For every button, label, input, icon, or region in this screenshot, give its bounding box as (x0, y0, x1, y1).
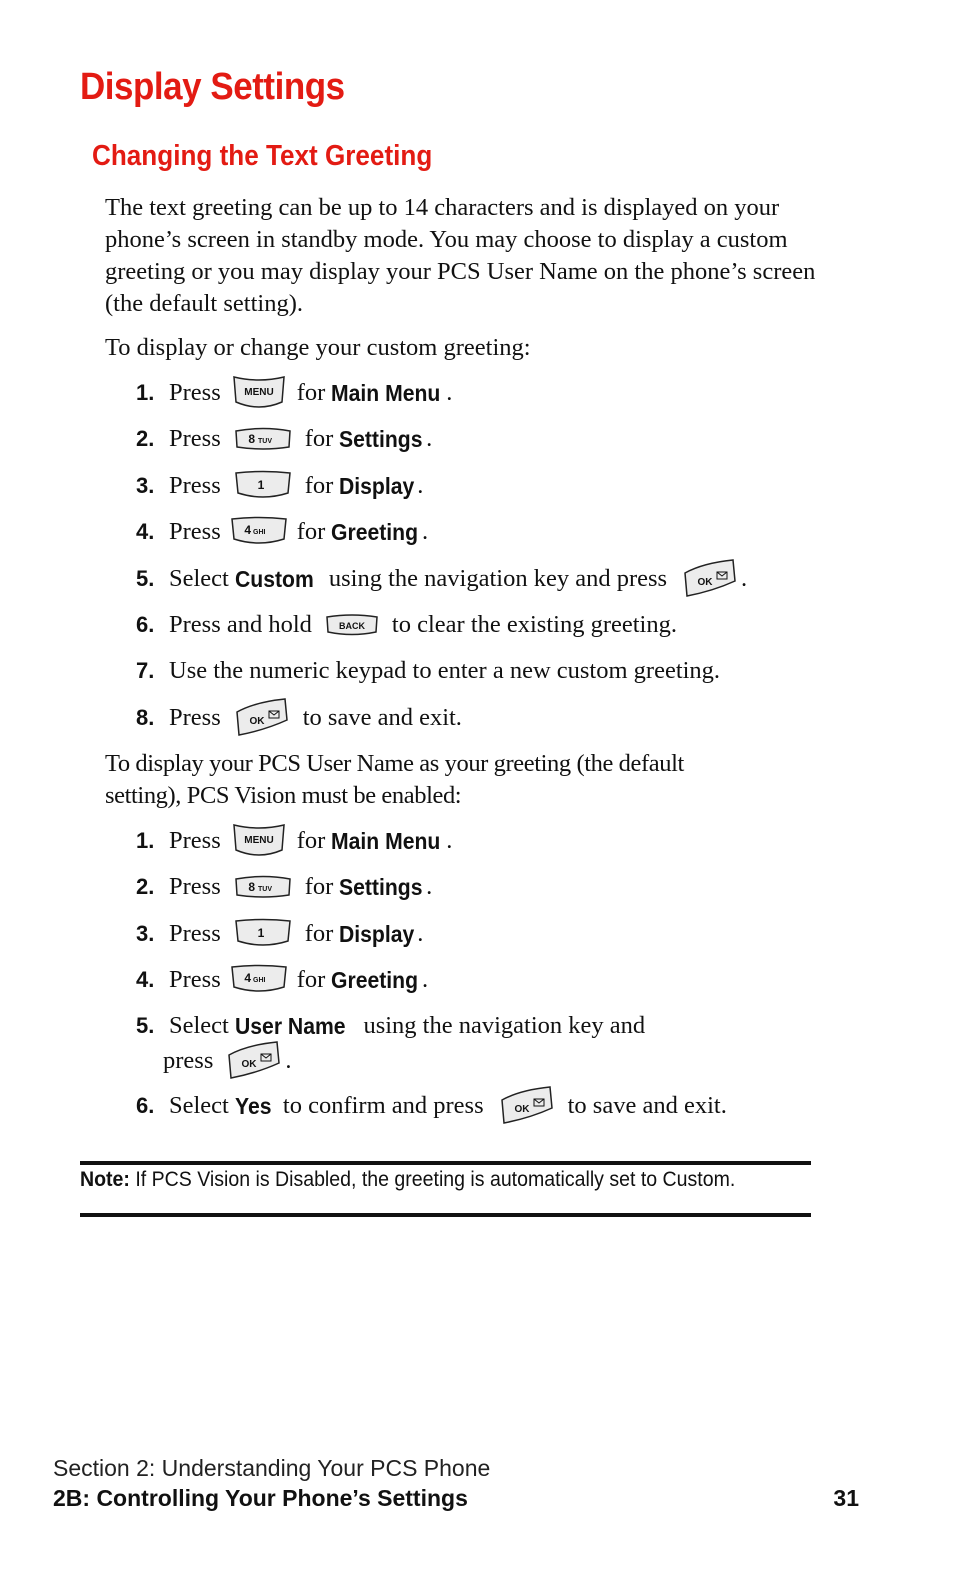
ok-key-icon (498, 1084, 556, 1128)
step-text: Use the numeric keypad to enter a new custom greeting. (169, 657, 721, 684)
step-text: using the navigation key and press (328, 565, 668, 592)
note-top-rule (80, 1161, 811, 1165)
step-for: for (304, 873, 334, 900)
four-key-digit: 4 (244, 971, 251, 985)
menu-key-icon (231, 374, 287, 412)
four-key-icon (229, 515, 289, 549)
note (80, 1168, 768, 1192)
four-key-letters: GHI (252, 529, 266, 536)
step-verb: Press (169, 920, 221, 947)
menu-key-label: MENU (244, 835, 274, 846)
custom-step-3 (136, 466, 423, 506)
step-period: . (446, 827, 453, 854)
step-verb: Press (169, 827, 221, 854)
step-target: Display (339, 472, 415, 499)
step-for: for (296, 966, 326, 993)
step-number: 2. (136, 874, 155, 899)
step-verb: Press (169, 518, 221, 545)
step-number: 8. (136, 705, 155, 730)
menu-key-icon (231, 822, 287, 860)
custom-step-5 (136, 559, 747, 599)
step-text: using the navigation key and (363, 1012, 646, 1039)
one-key-icon (233, 917, 293, 951)
username-step-1 (136, 821, 452, 861)
one-key-digit: 1 (257, 478, 265, 492)
step-number: 4. (136, 519, 155, 544)
step-number: 3. (136, 921, 155, 946)
ok-key-icon (233, 696, 291, 740)
step-number: 1. (136, 828, 155, 853)
step-post: to save and exit. (302, 704, 462, 731)
step-verb: Select (169, 565, 229, 592)
step-verb: Select (169, 1012, 229, 1039)
custom-step-2 (136, 419, 432, 459)
step-period: . (426, 873, 433, 900)
step-for: for (304, 472, 334, 499)
step-for: for (296, 827, 326, 854)
step-number: 2. (136, 426, 155, 451)
username-step-4 (136, 960, 428, 1000)
step-period: . (426, 425, 433, 452)
username-step-5 (136, 1006, 645, 1046)
step-number: 6. (136, 612, 155, 637)
step-verb: Select (169, 1092, 229, 1119)
step-period: . (422, 518, 429, 545)
four-key-icon (229, 963, 289, 997)
step-text: to confirm and press (282, 1092, 484, 1119)
step-pre: Press and hold (169, 611, 312, 638)
custom-step-6 (136, 605, 677, 645)
step-item: Yes (235, 1092, 272, 1119)
step-number: 5. (136, 1013, 155, 1038)
back-key-label: BACK (338, 621, 365, 631)
note-text: If PCS Vision is Disabled, the greeting is automatically set to Custom. (135, 1168, 736, 1191)
eight-key-digit: 8 (248, 880, 255, 894)
intro-paragraph: The text greeting can be up to 14 characters and is displayed on your phone’s screen in standby mode. You may choose to display a custom greeting or you may display your PCS User Name on the phone’s screen (the default setting). (105, 194, 816, 317)
eight-key-letters: TUV (257, 438, 272, 445)
username-step-3 (136, 914, 423, 954)
step-verb: Press (169, 425, 221, 452)
step-number: 5. (136, 566, 155, 591)
username-step-2 (136, 867, 432, 907)
ok-key-icon (681, 557, 739, 601)
one-key-digit: 1 (257, 926, 265, 940)
step-number: 6. (136, 1093, 155, 1118)
username-step-5-cont (163, 1041, 291, 1081)
page-title: Display Settings (80, 66, 345, 108)
step-item: Custom (235, 565, 314, 592)
step-number: 3. (136, 473, 155, 498)
note-bottom-rule (80, 1213, 811, 1217)
step-target: Main Menu (331, 827, 441, 854)
custom-intro: To display or change your custom greeting: (105, 334, 531, 361)
back-key-icon (324, 612, 380, 638)
step-number: 4. (136, 967, 155, 992)
step-verb: Press (169, 873, 221, 900)
step-period: . (285, 1047, 292, 1074)
eight-key-letters: TUV (257, 886, 272, 893)
step-verb: Press (169, 472, 221, 499)
four-key-letters: GHI (252, 977, 266, 984)
username-step-6 (136, 1086, 727, 1126)
step-period: . (446, 379, 453, 406)
step-target: Settings (339, 873, 423, 900)
step-target: Greeting (331, 518, 419, 545)
menu-key-label: MENU (244, 387, 274, 398)
section-subtitle: Changing the Text Greeting (92, 140, 433, 172)
footer-section: Section 2: Understanding Your PCS Phone (53, 1455, 491, 1481)
ok-key-label: OK (249, 716, 265, 727)
eight-key-digit: 8 (248, 432, 255, 446)
step-period: . (422, 966, 429, 993)
step-number: 1. (136, 380, 155, 405)
four-key-digit: 4 (244, 523, 251, 537)
step-post: to clear the existing greeting. (391, 611, 677, 638)
footer-chapter: 2B: Controlling Your Phone’s Settings (53, 1485, 468, 1511)
ok-key-label: OK (697, 577, 713, 588)
step-for: for (304, 920, 334, 947)
ok-key-label: OK (241, 1059, 257, 1070)
custom-step-7 (136, 651, 720, 691)
eight-key-icon (233, 873, 293, 901)
step-item: User Name (235, 1012, 346, 1039)
ok-key-label: OK (514, 1104, 530, 1115)
step-post: to save and exit. (567, 1092, 727, 1119)
eight-key-icon (233, 425, 293, 453)
step-verb: Press (169, 379, 221, 406)
step-period: . (417, 920, 424, 947)
custom-step-4 (136, 512, 428, 552)
step-verb: Press (169, 966, 221, 993)
step-target: Main Menu (331, 379, 441, 406)
step-for: for (296, 379, 326, 406)
step-target: Settings (339, 425, 423, 452)
step-target: Display (339, 920, 415, 947)
username-intro: To display your PCS User Name as your greeting (the default setting), PCS Vision must be enabled: (105, 750, 684, 809)
step-period: . (417, 472, 424, 499)
note-label: Note: (80, 1168, 130, 1191)
step-verb: press (163, 1047, 214, 1074)
step-for: for (296, 518, 326, 545)
custom-step-1 (136, 373, 452, 413)
one-key-icon (233, 469, 293, 503)
custom-step-8 (136, 698, 462, 738)
step-target: Greeting (331, 966, 419, 993)
step-period: . (741, 565, 748, 592)
step-for: for (304, 425, 334, 452)
step-number: 7. (136, 658, 155, 683)
step-verb: Press (169, 704, 221, 731)
page-number: 31 (833, 1485, 859, 1511)
ok-key-icon (225, 1039, 283, 1083)
